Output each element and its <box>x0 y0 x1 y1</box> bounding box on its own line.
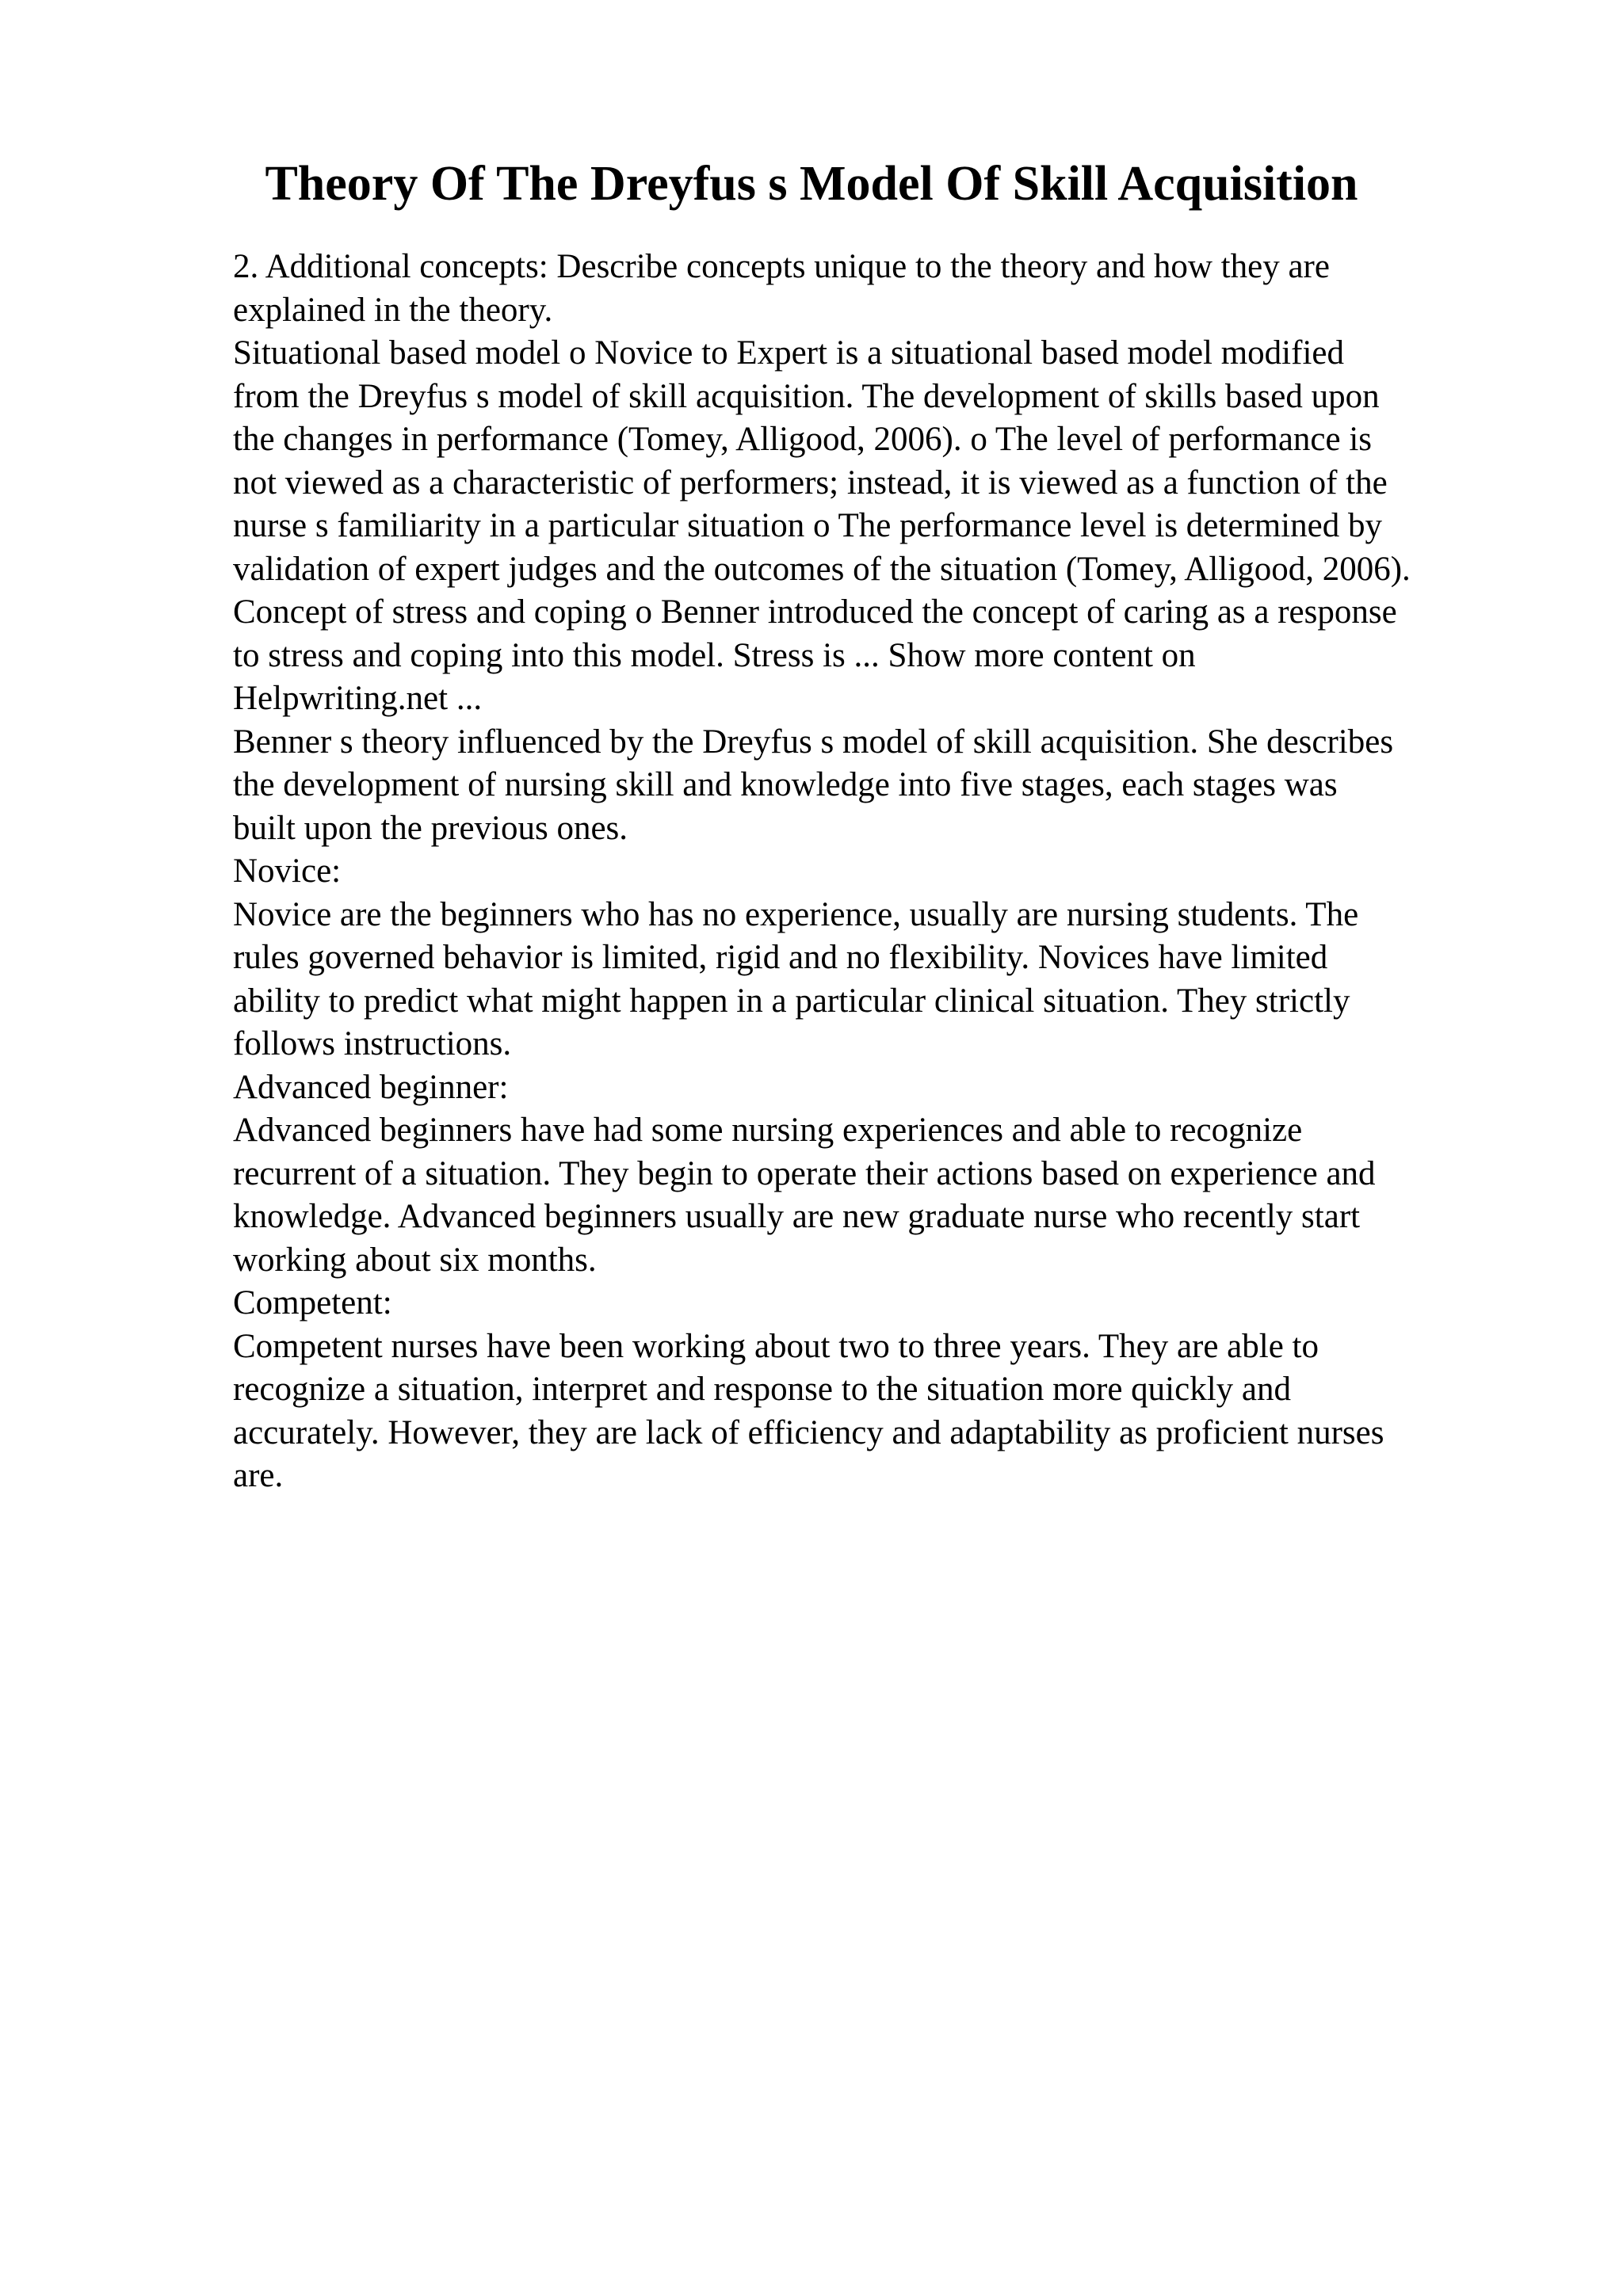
section-heading-advanced-beginner: Advanced beginner: <box>233 1068 509 1106</box>
body-line: recurrent of a situation. They begin to operate their actions based on experience and <box>233 1154 1376 1192</box>
body-line: built upon the previous ones. <box>233 809 628 847</box>
body-line: Advanced beginners have had some nursing experiences and able to recognize <box>233 1112 1303 1149</box>
body-line: recognize a situation, interpret and response to the situation more quickly and <box>233 1371 1291 1408</box>
body-line: Concept of stress and coping o Benner introduced the concept of caring as a response <box>233 593 1397 631</box>
body-line: the development of nursing skill and knowledge into five stages, each stages was <box>233 766 1338 803</box>
body-line: explained in the theory. <box>233 291 553 329</box>
section-heading-novice: Novice: <box>233 852 342 890</box>
body-line: Competent nurses have been working about two to three years. They are able to <box>233 1327 1319 1365</box>
body-line: from the Dreyfus s model of skill acquisition. The development of skills based upon <box>233 377 1380 415</box>
body-line: the changes in performance (Tomey, Alligood, 2006). o The level of performance is <box>233 421 1373 458</box>
body-line: rules governed behavior is limited, rigid and no flexibility. Novices have limited <box>233 939 1328 976</box>
body-line: Benner s theory influenced by the Dreyfus s model of skill acquisition. She describes <box>233 723 1394 761</box>
body-line: follows instructions. <box>233 1025 512 1062</box>
body-line: to stress and coping into this model. Stress is ... Show more content on <box>233 636 1196 674</box>
body-line: working about six months. <box>233 1241 597 1279</box>
section-heading-competent: Competent: <box>233 1284 392 1322</box>
body-line: 2. Additional concepts: Describe concepts unique to the theory and how they are <box>233 248 1330 285</box>
body-line: are. <box>233 1457 284 1494</box>
body-line: not viewed as a characteristic of performers; instead, it is viewed as a function of the <box>233 463 1388 502</box>
body-line: nurse s familiarity in a particular situation o The performance level is determined by <box>233 507 1382 544</box>
body-line: Helpwriting.net ... <box>233 680 483 717</box>
body-line: knowledge. Advanced beginners usually are new graduate nurse who recently start <box>233 1198 1361 1235</box>
document-title: Theory Of The Dreyfus s Model Of Skill Acquisition <box>265 157 1358 211</box>
body-line: ability to predict what might happen in a particular clinical situation. They strictly <box>233 982 1350 1020</box>
body-line: Situational based model o Novice to Expert is a situational based model modified <box>233 334 1344 372</box>
body-line: validation of expert judges and the outcomes of the situation (Tomey, Alligood, 2006). <box>233 550 1411 588</box>
body-line: Novice are the beginners who has no experience, usually are nursing students. The <box>233 895 1359 933</box>
body-line: accurately. However, they are lack of efficiency and adaptability as proficient nurses <box>233 1413 1384 1451</box>
document-body <box>233 246 1580 1498</box>
